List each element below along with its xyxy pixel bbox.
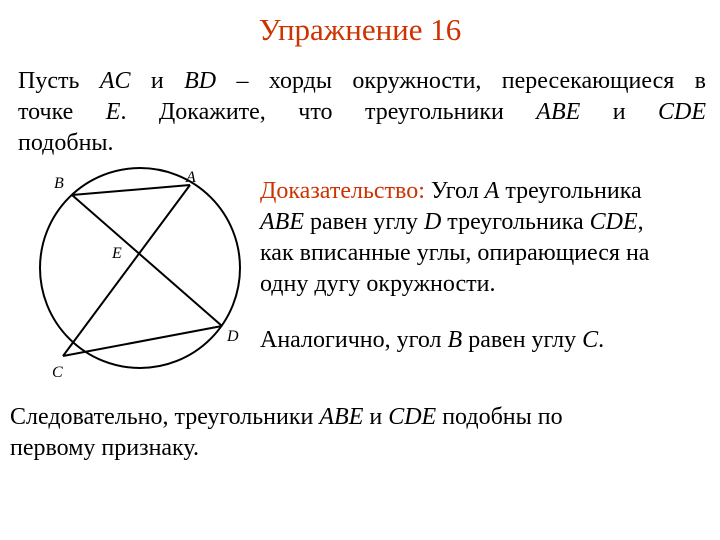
conclusion-text xyxy=(10,402,710,464)
text: Аналогично, угол xyxy=(260,327,448,353)
chord-cd xyxy=(63,326,222,356)
circle xyxy=(40,168,240,368)
chord-ac: AC xyxy=(99,68,131,94)
label-d: D xyxy=(227,328,239,345)
text: и xyxy=(363,404,389,430)
chord-bd xyxy=(72,195,222,326)
text: Угол xyxy=(424,178,485,204)
text: равен углу xyxy=(462,327,583,353)
proof-text xyxy=(260,176,720,300)
problem-line-1 xyxy=(18,66,706,97)
conclusion-line-2: первому признаку. xyxy=(10,435,199,461)
proof-line-1 xyxy=(260,176,720,207)
proof-line-3: как вписанные углы, опирающиеся на xyxy=(260,240,650,266)
chord-ab xyxy=(72,185,190,195)
text: и xyxy=(580,99,659,125)
text: подобны по xyxy=(436,404,563,430)
text: треугольника xyxy=(499,178,642,204)
triangle-cde: CDE xyxy=(658,99,707,125)
text: Пусть xyxy=(18,68,100,94)
diagram-svg xyxy=(30,160,260,390)
text: – хорды окружности, пересекающиеся в xyxy=(216,68,707,94)
proof-line-2 xyxy=(260,207,720,238)
problem-line-2 xyxy=(18,97,706,128)
text: равен углу xyxy=(303,209,424,235)
triangle-abe: ABE xyxy=(319,404,364,430)
triangle-abe: ABE xyxy=(536,99,581,125)
text: . xyxy=(598,327,605,353)
text: треугольника xyxy=(441,209,590,235)
label-e: E xyxy=(112,245,122,262)
triangle-abe: ABE xyxy=(260,209,304,235)
analogous-statement xyxy=(260,327,604,354)
problem-line-3: подобны. xyxy=(18,130,114,156)
text: и xyxy=(130,68,185,94)
point-e: E xyxy=(105,99,121,125)
proof-heading: Доказательство: xyxy=(260,178,425,204)
triangle-cde: CDE xyxy=(388,404,437,430)
problem-statement xyxy=(18,66,706,159)
angle-c: C xyxy=(582,327,599,353)
text: . Докажите, что треугольники xyxy=(120,99,537,125)
triangle-cde: CDE xyxy=(589,209,638,235)
angle-a: A xyxy=(484,178,500,204)
proof-line-4: одну дугу окружности. xyxy=(260,271,496,297)
exercise-title: Упражнение 16 xyxy=(258,12,462,47)
text: , xyxy=(637,209,644,235)
label-a: A xyxy=(186,169,196,186)
text: точке xyxy=(18,99,106,125)
angle-b: B xyxy=(447,327,463,353)
label-b: B xyxy=(54,175,64,192)
chord-bd: BD xyxy=(184,68,217,94)
circle-diagram xyxy=(30,160,260,390)
angle-d: D xyxy=(423,209,442,235)
conclusion-line-1 xyxy=(10,402,710,433)
text: Следовательно, треугольники xyxy=(10,404,320,430)
label-c: C xyxy=(52,364,63,381)
chord-ac xyxy=(63,185,190,356)
